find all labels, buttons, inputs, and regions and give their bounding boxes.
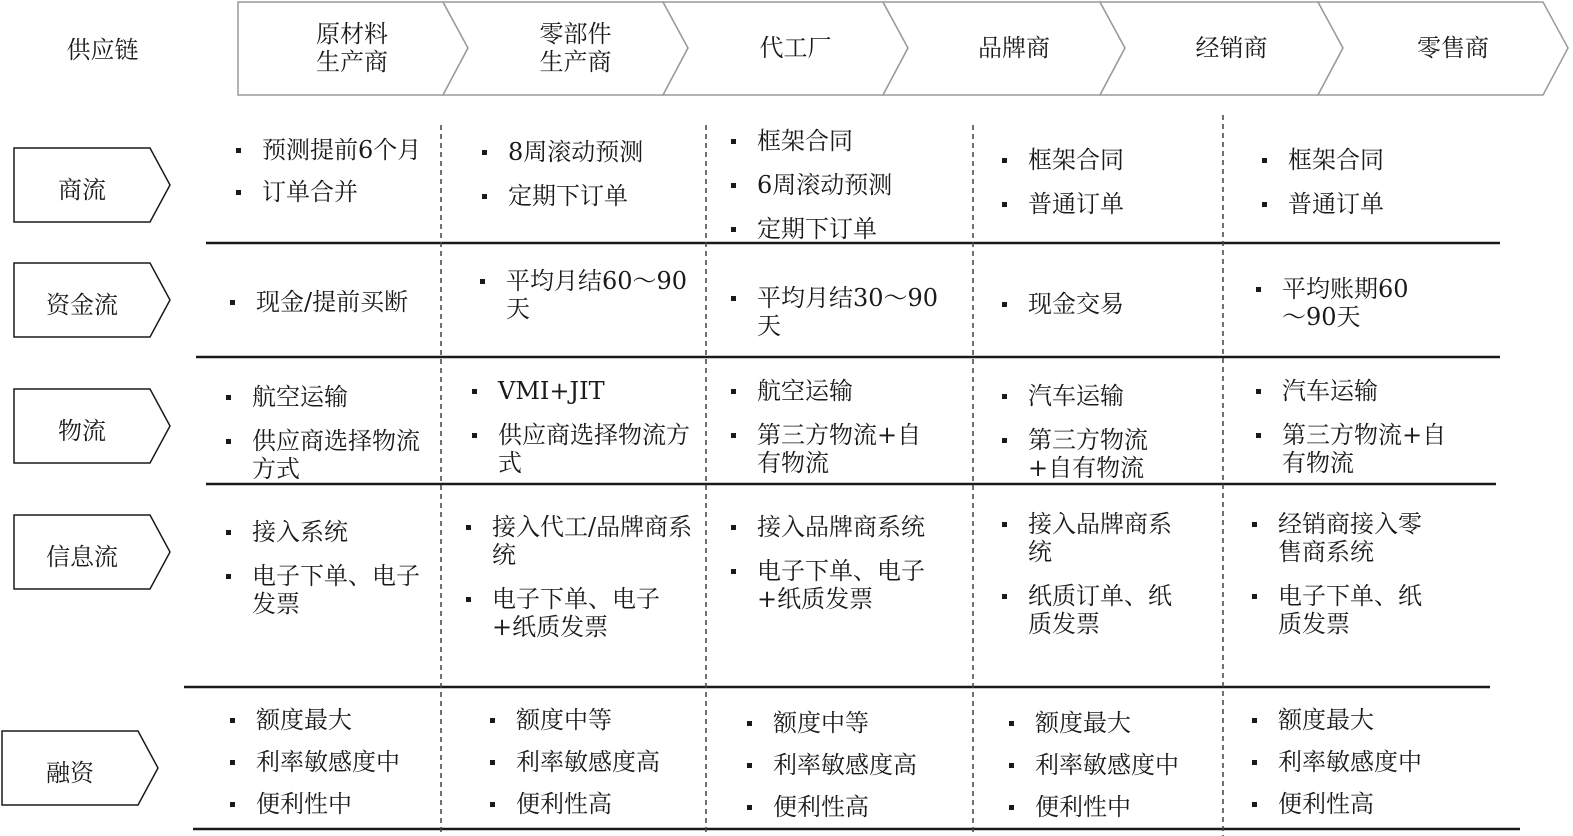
cell-commerce-distributor xyxy=(1258,146,1488,234)
bullet-icon xyxy=(236,190,241,195)
bullet-icon xyxy=(1002,522,1007,527)
bullet-item: 现金/提前买断 xyxy=(226,288,426,316)
stage-label: 品牌商 xyxy=(978,34,1050,62)
bullet-item: 框架合同 xyxy=(998,146,1213,174)
bullet-item: 航空运输 xyxy=(222,383,422,411)
cell-info-oem xyxy=(727,513,962,629)
stage-label: 原材料 生产商 xyxy=(316,20,388,76)
bullet-icon xyxy=(731,433,736,438)
bullet-icon xyxy=(1262,158,1267,163)
row-label-capital-flow: 资金流 xyxy=(46,291,118,319)
bullet-icon xyxy=(731,139,736,144)
bullet-icon xyxy=(466,597,471,602)
bullet-icon xyxy=(482,150,487,155)
bullet-item: 平均月结30～90天 xyxy=(727,284,952,340)
cell-commerce-components xyxy=(478,138,703,226)
bullet-icon xyxy=(1002,594,1007,599)
cell-logistics-oem xyxy=(727,377,937,493)
bullet-icon xyxy=(747,763,752,768)
row-label-financing: 融资 xyxy=(46,759,94,787)
cell-info-brand xyxy=(998,510,1193,654)
cell-capital-brand xyxy=(998,290,1213,334)
bullet-item: VMI+JIT xyxy=(468,377,693,405)
cell-logistics-distributor xyxy=(1252,377,1462,493)
bullet-item: 普通订单 xyxy=(1258,190,1488,218)
bullet-item: 电子下单、电子发票 xyxy=(222,562,422,618)
bullet-item: 汽车运输 xyxy=(998,382,1178,410)
bullet-icon xyxy=(226,395,231,400)
bullet-icon xyxy=(1252,522,1257,527)
bullet-icon xyxy=(731,525,736,530)
bullet-item: 利率敏感度高 xyxy=(743,751,963,779)
bullet-item: 经销商接入零售商系统 xyxy=(1248,510,1443,566)
bullet-icon xyxy=(230,300,235,305)
cell-finance-distributor xyxy=(1248,706,1463,832)
bullet-icon xyxy=(230,802,235,807)
bullet-item: 利率敏感度中 xyxy=(226,748,431,776)
bullet-item: 额度最大 xyxy=(1248,706,1463,734)
cell-info-raw-material xyxy=(222,518,422,634)
bullet-icon xyxy=(731,227,736,232)
bullet-item: 利率敏感度高 xyxy=(486,748,696,776)
stage-label: 代工厂 xyxy=(759,34,832,62)
bullet-icon xyxy=(1002,158,1007,163)
bullet-item: 供应商选择物流方式 xyxy=(222,427,422,483)
bullet-icon xyxy=(1002,438,1007,443)
supply-chain-label: 供应链 xyxy=(66,36,139,64)
cell-commerce-raw-material xyxy=(232,136,422,222)
bullet-icon xyxy=(490,718,495,723)
bullet-icon xyxy=(482,194,487,199)
cell-capital-components xyxy=(476,267,704,339)
bullet-item: 利率敏感度中 xyxy=(1248,748,1463,776)
bullet-icon xyxy=(1002,394,1007,399)
bullet-icon xyxy=(1002,302,1007,307)
bullet-icon xyxy=(1256,287,1261,292)
cell-logistics-brand xyxy=(998,382,1178,498)
bullet-item: 便利性高 xyxy=(1248,790,1463,818)
bullet-item: 框架合同 xyxy=(727,127,967,155)
bullet-item: 预测提前6个月 xyxy=(232,136,422,164)
bullet-item: 电子下单、纸质发票 xyxy=(1248,582,1443,638)
bullet-item: 接入品牌商系统 xyxy=(727,513,962,541)
cell-finance-raw-material xyxy=(226,706,431,832)
stage-label: 零售商 xyxy=(1417,34,1489,62)
cell-logistics-components xyxy=(468,377,693,493)
cell-capital-oem xyxy=(727,284,952,356)
bullet-item: 便利性中 xyxy=(226,790,431,818)
bullet-item: 6周滚动预测 xyxy=(727,171,967,199)
bullet-item: 电子下单、电子+纸质发票 xyxy=(462,585,697,641)
bullet-icon xyxy=(1252,718,1257,723)
bullet-item: 第三方物流+自有物流 xyxy=(727,421,937,477)
bullet-icon xyxy=(1256,433,1261,438)
bullet-icon xyxy=(1252,594,1257,599)
bullet-icon xyxy=(230,718,235,723)
bullet-icon xyxy=(731,183,736,188)
bullet-item: 订单合并 xyxy=(232,178,422,206)
bullet-item: 额度最大 xyxy=(1005,709,1220,737)
bullet-icon xyxy=(1262,202,1267,207)
bullet-item: 便利性中 xyxy=(1005,793,1220,821)
bullet-item: 普通订单 xyxy=(998,190,1213,218)
bullet-item: 定期下订单 xyxy=(727,215,967,243)
bullet-item: 航空运输 xyxy=(727,377,937,405)
bullet-icon xyxy=(1256,389,1261,394)
bullet-item: 接入品牌商系统 xyxy=(998,510,1193,566)
bullet-icon xyxy=(731,389,736,394)
bullet-item: 额度中等 xyxy=(486,706,696,734)
cell-finance-brand xyxy=(1005,709,1220,835)
bullet-icon xyxy=(472,433,477,438)
bullet-icon xyxy=(1002,202,1007,207)
bullet-icon xyxy=(731,569,736,574)
bullet-item: 第三方物流+自有物流 xyxy=(998,426,1178,482)
row-label-commerce-flow: 商流 xyxy=(58,176,106,204)
cell-capital-raw-material xyxy=(226,288,426,332)
bullet-icon xyxy=(747,805,752,810)
bullet-item: 供应商选择物流方式 xyxy=(468,421,693,477)
cell-commerce-oem xyxy=(727,127,967,259)
bullet-item: 现金交易 xyxy=(998,290,1213,318)
bullet-icon xyxy=(747,721,752,726)
bullet-item: 便利性高 xyxy=(486,790,696,818)
bullet-item: 框架合同 xyxy=(1258,146,1488,174)
bullet-icon xyxy=(1252,802,1257,807)
bullet-item: 第三方物流+自有物流 xyxy=(1252,421,1462,477)
cell-logistics-raw-material xyxy=(222,383,422,499)
bullet-icon xyxy=(226,574,231,579)
bullet-item: 定期下订单 xyxy=(478,182,703,210)
bullet-item: 利率敏感度中 xyxy=(1005,751,1220,779)
bullet-item: 额度中等 xyxy=(743,709,963,737)
cell-finance-components xyxy=(486,706,696,832)
bullet-icon xyxy=(490,802,495,807)
bullet-item: 接入代工/品牌商系统 xyxy=(462,513,697,569)
stage-label: 经销商 xyxy=(1195,34,1268,62)
bullet-item: 接入系统 xyxy=(222,518,422,546)
cell-info-components xyxy=(462,513,697,657)
stage-label: 零部件 生产商 xyxy=(539,20,612,76)
bullet-item: 纸质订单、纸质发票 xyxy=(998,582,1193,638)
bullet-item: 平均账期60～90天 xyxy=(1252,275,1417,331)
bullet-icon xyxy=(226,439,231,444)
cell-info-distributor xyxy=(1248,510,1443,654)
cell-finance-oem xyxy=(743,709,963,835)
bullet-icon xyxy=(731,296,736,301)
bullet-item: 电子下单、电子+纸质发票 xyxy=(727,557,962,613)
bullet-icon xyxy=(1009,763,1014,768)
row-label-logistics-flow: 物流 xyxy=(58,417,106,445)
bullet-icon xyxy=(466,525,471,530)
bullet-item: 额度最大 xyxy=(226,706,431,734)
bullet-icon xyxy=(490,760,495,765)
cell-commerce-brand xyxy=(998,146,1213,234)
bullet-item: 平均月结60～90天 xyxy=(476,267,704,323)
bullet-icon xyxy=(230,760,235,765)
bullet-icon xyxy=(1009,805,1014,810)
row-label-information-flow: 信息流 xyxy=(46,543,118,571)
bullet-icon xyxy=(472,389,477,394)
bullet-item: 8周滚动预测 xyxy=(478,138,703,166)
bullet-item: 汽车运输 xyxy=(1252,377,1462,405)
bullet-icon xyxy=(226,530,231,535)
row-label-arrows xyxy=(2,148,170,805)
bullet-icon xyxy=(1009,721,1014,726)
bullet-icon xyxy=(236,148,241,153)
bullet-icon xyxy=(1252,760,1257,765)
bullet-item: 便利性高 xyxy=(743,793,963,821)
bullet-icon xyxy=(480,279,485,284)
cell-capital-distributor xyxy=(1252,275,1417,347)
